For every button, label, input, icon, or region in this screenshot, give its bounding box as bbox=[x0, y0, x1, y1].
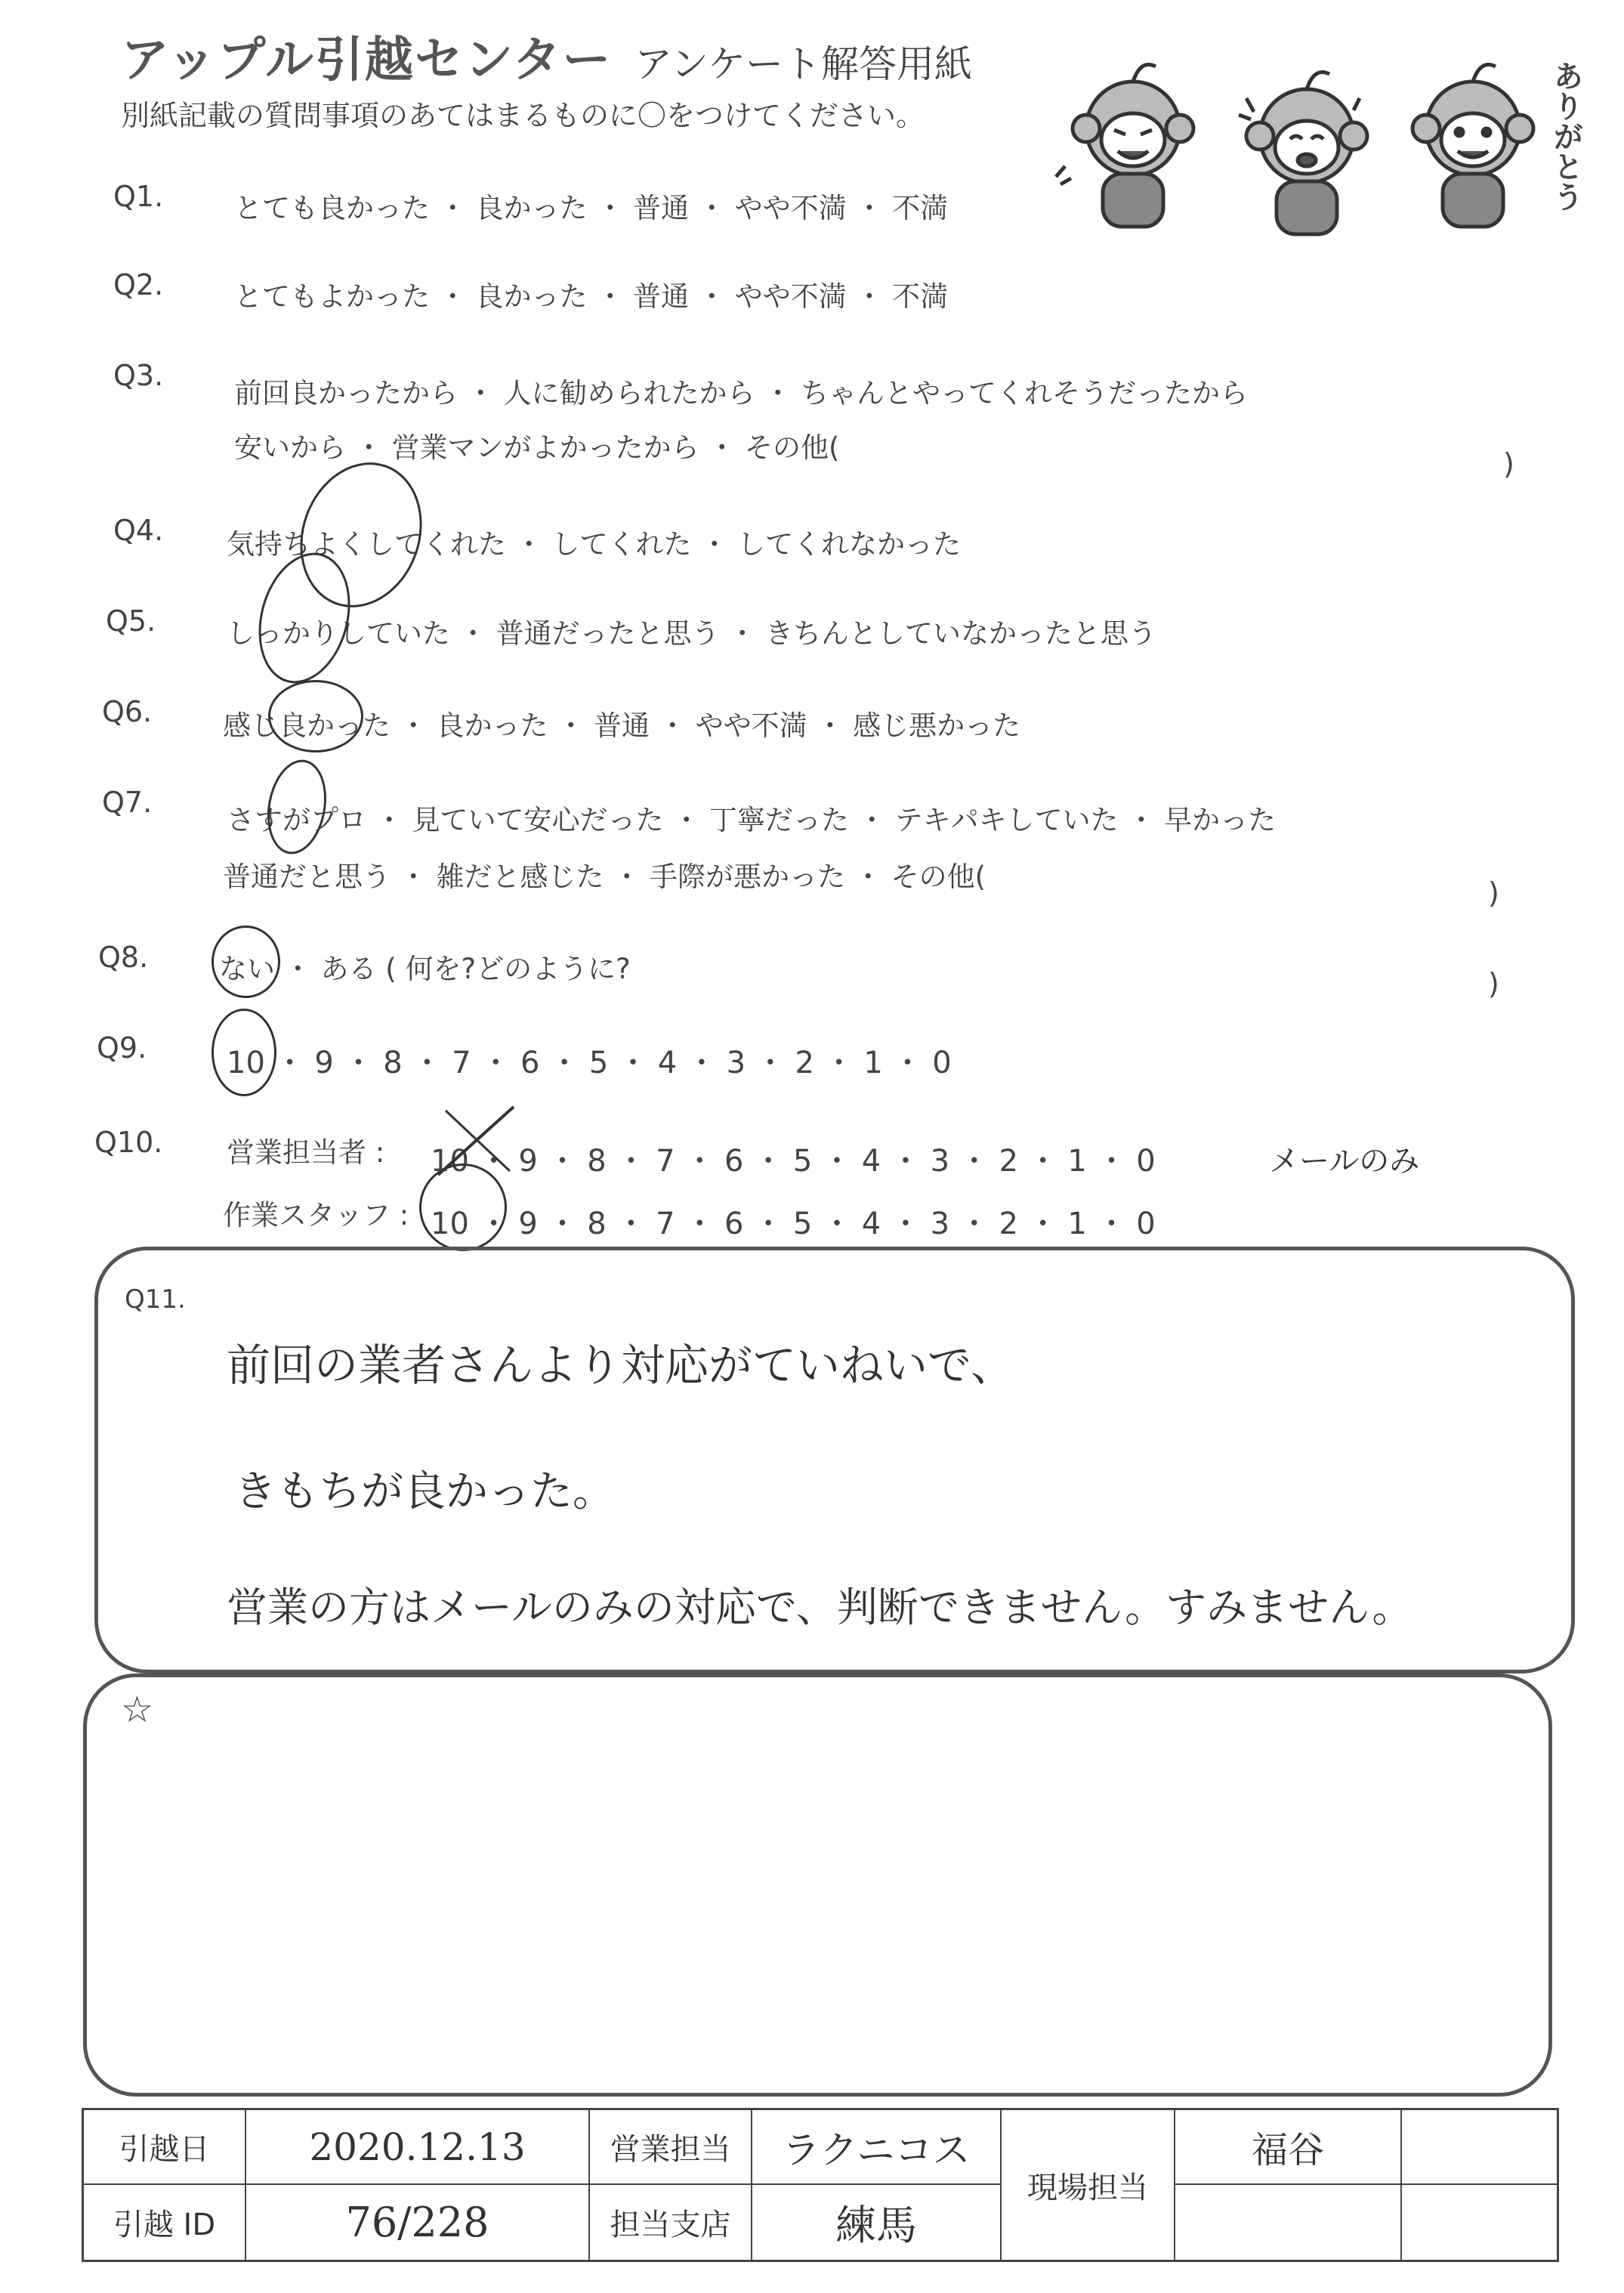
q8-close-paren: ) bbox=[1488, 967, 1499, 1000]
q5-label: Q5. bbox=[106, 604, 156, 638]
q11-comment-line2: きもちが良かった。 bbox=[234, 1467, 615, 1516]
monkey-mascots-illustration bbox=[1050, 45, 1579, 242]
q11-label: Q11. bbox=[125, 1284, 186, 1315]
q7-close-paren: ) bbox=[1488, 876, 1499, 910]
q10-staff-label: 作業スタッフ : bbox=[223, 1199, 409, 1231]
move-date-label: 引越日 bbox=[84, 2110, 246, 2185]
sales-rep-value: ラクニコス bbox=[752, 2110, 1002, 2185]
form-title: アップル引越センター bbox=[121, 32, 613, 88]
move-date-value: 2020.12.13 bbox=[246, 2110, 590, 2185]
q10-sales-label: 営業担当者 : bbox=[227, 1136, 385, 1169]
q6-options: 感じ良かった ・ 良かった ・ 普通 ・ やや不満 ・ 感じ悪かった bbox=[223, 709, 1021, 742]
q8-options: ない ・ ある ( 何を?どのように? bbox=[219, 953, 631, 985]
q3-options-line2: 安いから ・ 営業マンがよかったから ・ その他( bbox=[234, 431, 840, 464]
site-rep-empty-cell bbox=[1175, 2185, 1402, 2260]
q1-options: とても良かった ・ 良かった ・ 普通 ・ やや不満 ・ 不満 bbox=[234, 192, 949, 224]
q8-label: Q8. bbox=[98, 941, 149, 974]
q9-answer-circle bbox=[211, 1009, 276, 1096]
q10-staff-answer-circle bbox=[419, 1163, 507, 1251]
site-rep-value: 福谷 bbox=[1175, 2110, 1402, 2185]
q3-label: Q3. bbox=[113, 359, 164, 392]
star-icon: ☆ bbox=[121, 1689, 154, 1731]
q6-answer-circle bbox=[268, 680, 363, 752]
q8-answer-circle bbox=[211, 926, 280, 998]
q2-options: とてもよかった ・ 良かった ・ 普通 ・ やや不満 ・ 不満 bbox=[234, 280, 949, 313]
q11-comment-line3: 営業の方はメールのみの対応で、判断できません。すみません。 bbox=[227, 1584, 1413, 1631]
move-id-value: 76/228 bbox=[246, 2185, 590, 2260]
move-id-label: 引越 ID bbox=[84, 2185, 246, 2260]
q7-answer-circle bbox=[261, 755, 334, 858]
site-rep-extra-cell-2 bbox=[1402, 2185, 1557, 2260]
q6-label: Q6. bbox=[102, 695, 153, 728]
q9-scale: 10 ・ 9 ・ 8 ・ 7 ・ 6 ・ 5 ・ 4 ・ 3 ・ 2 ・ 1 ・ 0 bbox=[227, 1046, 952, 1080]
footer-info-table bbox=[82, 2108, 1559, 2262]
site-rep-extra-cell-1 bbox=[1402, 2110, 1557, 2185]
q7-label: Q7. bbox=[102, 786, 153, 819]
branch-value: 練馬 bbox=[752, 2185, 1002, 2260]
branch-label: 担当支店 bbox=[590, 2185, 752, 2260]
site-rep-label: 現場担当 bbox=[1002, 2110, 1175, 2260]
q4-options: 気持ちよくしてくれた ・ してくれた ・ してくれなかった bbox=[227, 528, 962, 561]
q5-options: しっかりしていた ・ 普通だったと思う ・ きちんとしていなかったと思う bbox=[227, 617, 1157, 650]
q1-label: Q1. bbox=[113, 180, 164, 213]
q10-label: Q10. bbox=[94, 1126, 163, 1159]
star-comment-box bbox=[83, 1673, 1552, 2097]
q7-options-line1: さすがプロ ・ 見ていて安心だった ・ 丁寧だった ・ テキパキしていた ・ 早かった bbox=[227, 804, 1277, 836]
thanks-text: ありがとう bbox=[1548, 60, 1583, 212]
q10-sales-scale: 10 ・ 9 ・ 8 ・ 7 ・ 6 ・ 5 ・ 4 ・ 3 ・ 2 ・ 1 ・ 0 bbox=[431, 1144, 1156, 1179]
q4-label: Q4. bbox=[113, 514, 164, 547]
form-subtitle: アンケート解答用紙 bbox=[634, 42, 972, 86]
q10-sales-note: メールのみ bbox=[1269, 1144, 1420, 1179]
sales-rep-label: 営業担当 bbox=[590, 2110, 752, 2185]
q11-comment-line1: 前回の業者さんより対応がていねいで、 bbox=[227, 1340, 1014, 1391]
q3-close-paren: ) bbox=[1503, 447, 1514, 481]
q7-options-line2: 普通だと思う ・ 雑だと感じた ・ 手際が悪かった ・ その他( bbox=[223, 861, 986, 893]
q2-label: Q2. bbox=[113, 268, 164, 301]
instruction-text: 別紙記載の質問事項のあてはまるものに〇をつけてください。 bbox=[121, 99, 925, 132]
q9-label: Q9. bbox=[97, 1031, 147, 1065]
q3-options-line1: 前回良かったから ・ 人に勧められたから ・ ちゃんとやってくれそうだったから bbox=[234, 377, 1249, 409]
q10-staff-scale: 10 ・ 9 ・ 8 ・ 7 ・ 6 ・ 5 ・ 4 ・ 3 ・ 2 ・ 1 ・ 0 bbox=[431, 1207, 1156, 1241]
